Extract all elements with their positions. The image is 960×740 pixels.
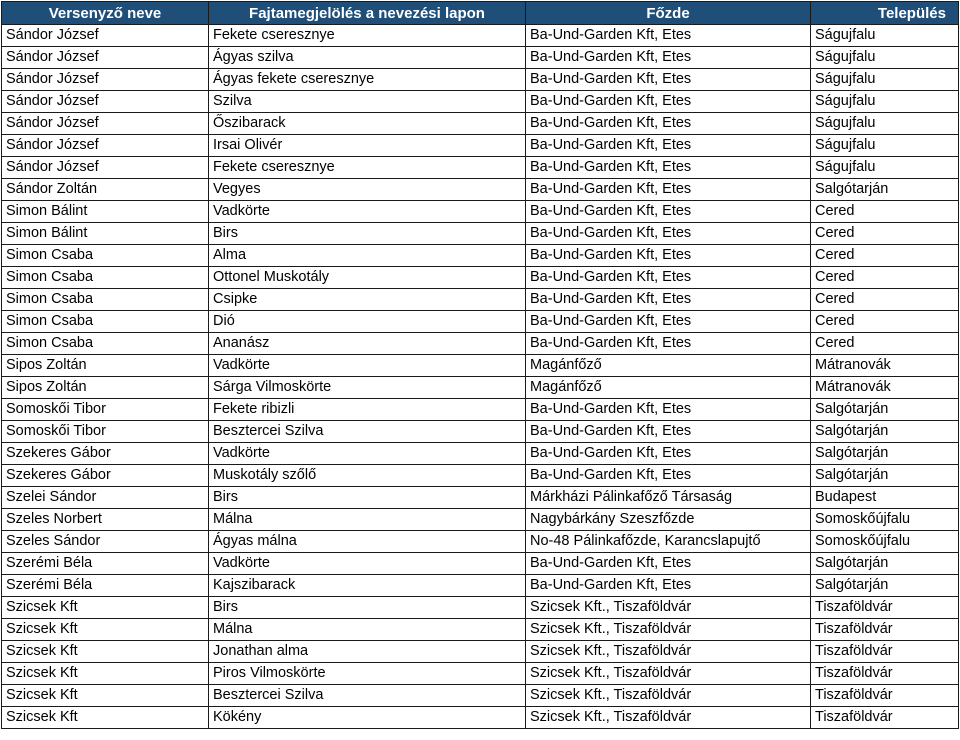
table-row <box>2 421 959 443</box>
cell-settlement: Ságujfalu <box>811 113 959 135</box>
table-row <box>2 685 959 707</box>
cell-variety: Jonathan alma <box>209 641 526 663</box>
cell-distillery: Ba-Und-Garden Kft, Etes <box>526 47 811 69</box>
cell-distillery: Ba-Und-Garden Kft, Etes <box>526 399 811 421</box>
cell-variety: Csipke <box>209 289 526 311</box>
table-row <box>2 663 959 685</box>
cell-settlement: Ságujfalu <box>811 25 959 47</box>
cell-competitor-name: Sipos Zoltán <box>2 377 209 399</box>
cell-variety: Málna <box>209 509 526 531</box>
cell-settlement: Cered <box>811 311 959 333</box>
cell-distillery: Ba-Und-Garden Kft, Etes <box>526 333 811 355</box>
cell-competitor-name: Simon Csaba <box>2 311 209 333</box>
table-row <box>2 201 959 223</box>
cell-variety: Piros Vilmoskörte <box>209 663 526 685</box>
table-row <box>2 487 959 509</box>
cell-competitor-name: Szerémi Béla <box>2 553 209 575</box>
cell-settlement: Somoskőújfalu <box>811 531 959 553</box>
cell-distillery: Ba-Und-Garden Kft, Etes <box>526 443 811 465</box>
header-row <box>2 2 959 25</box>
cell-competitor-name: Szicsek Kft <box>2 619 209 641</box>
cell-distillery: Magánfőző <box>526 377 811 399</box>
cell-settlement: Mátranovák <box>811 355 959 377</box>
cell-competitor-name: Sipos Zoltán <box>2 355 209 377</box>
cell-distillery: Ba-Und-Garden Kft, Etes <box>526 421 811 443</box>
cell-competitor-name: Szicsek Kft <box>2 707 209 729</box>
cell-variety: Fekete cseresznye <box>209 25 526 47</box>
cell-variety: Muskotály szőlő <box>209 465 526 487</box>
cell-competitor-name: Sándor József <box>2 135 209 157</box>
cell-settlement: Ságujfalu <box>811 69 959 91</box>
cell-variety: Besztercei Szilva <box>209 421 526 443</box>
table-row <box>2 179 959 201</box>
cell-competitor-name: Sándor József <box>2 113 209 135</box>
table-header <box>2 2 959 25</box>
table-row <box>2 641 959 663</box>
cell-variety: Ágyas szilva <box>209 47 526 69</box>
table-body <box>2 25 959 729</box>
cell-distillery: No-48 Pálinkafőzde, Karancslapujtő <box>526 531 811 553</box>
cell-variety: Szilva <box>209 91 526 113</box>
cell-distillery: Ba-Und-Garden Kft, Etes <box>526 223 811 245</box>
table-row <box>2 619 959 641</box>
cell-variety: Őszibarack <box>209 113 526 135</box>
table-row <box>2 135 959 157</box>
cell-settlement: Cered <box>811 267 959 289</box>
cell-variety: Dió <box>209 311 526 333</box>
cell-settlement: Ságujfalu <box>811 135 959 157</box>
cell-settlement: Somoskőújfalu <box>811 509 959 531</box>
cell-distillery: Ba-Und-Garden Kft, Etes <box>526 201 811 223</box>
cell-competitor-name: Simon Csaba <box>2 245 209 267</box>
cell-competitor-name: Szelei Sándor <box>2 487 209 509</box>
table-row <box>2 289 959 311</box>
cell-variety: Kajszibarack <box>209 575 526 597</box>
cell-settlement: Cered <box>811 333 959 355</box>
cell-competitor-name: Simon Csaba <box>2 289 209 311</box>
cell-variety: Vegyes <box>209 179 526 201</box>
cell-distillery: Ba-Und-Garden Kft, Etes <box>526 69 811 91</box>
cell-distillery: Márkházi Pálinkafőző Társaság <box>526 487 811 509</box>
header-settlement: Település <box>811 2 959 25</box>
cell-competitor-name: Sándor József <box>2 91 209 113</box>
cell-distillery: Ba-Und-Garden Kft, Etes <box>526 311 811 333</box>
cell-settlement: Tiszaföldvár <box>811 597 959 619</box>
table-row <box>2 531 959 553</box>
cell-competitor-name: Somoskői Tibor <box>2 421 209 443</box>
cell-settlement: Cered <box>811 223 959 245</box>
table-row <box>2 113 959 135</box>
cell-settlement: Salgótarján <box>811 553 959 575</box>
cell-competitor-name: Sándor József <box>2 47 209 69</box>
cell-settlement: Tiszaföldvár <box>811 663 959 685</box>
cell-distillery: Ba-Und-Garden Kft, Etes <box>526 553 811 575</box>
cell-distillery: Szicsek Kft., Tiszaföldvár <box>526 619 811 641</box>
competitors-table <box>1 1 959 729</box>
table-row <box>2 509 959 531</box>
cell-competitor-name: Szicsek Kft <box>2 641 209 663</box>
cell-settlement: Cered <box>811 201 959 223</box>
cell-variety: Sárga Vilmoskörte <box>209 377 526 399</box>
cell-variety: Vadkörte <box>209 355 526 377</box>
table-row <box>2 333 959 355</box>
table-row <box>2 25 959 47</box>
cell-competitor-name: Sándor Zoltán <box>2 179 209 201</box>
cell-distillery: Ba-Und-Garden Kft, Etes <box>526 465 811 487</box>
cell-variety: Vadkörte <box>209 553 526 575</box>
header-distillery: Főzde <box>526 2 811 25</box>
cell-competitor-name: Simon Bálint <box>2 201 209 223</box>
cell-distillery: Ba-Und-Garden Kft, Etes <box>526 245 811 267</box>
cell-settlement: Tiszaföldvár <box>811 641 959 663</box>
cell-distillery: Magánfőző <box>526 355 811 377</box>
cell-variety: Irsai Olivér <box>209 135 526 157</box>
cell-settlement: Budapest <box>811 487 959 509</box>
cell-settlement: Ságujfalu <box>811 157 959 179</box>
cell-settlement: Salgótarján <box>811 399 959 421</box>
cell-settlement: Mátranovák <box>811 377 959 399</box>
table-row <box>2 47 959 69</box>
table-row <box>2 597 959 619</box>
cell-variety: Ágyas málna <box>209 531 526 553</box>
cell-distillery: Ba-Und-Garden Kft, Etes <box>526 25 811 47</box>
cell-settlement: Tiszaföldvár <box>811 707 959 729</box>
table-row <box>2 707 959 729</box>
cell-variety: Vadkörte <box>209 443 526 465</box>
cell-variety: Birs <box>209 223 526 245</box>
cell-settlement: Ságujfalu <box>811 47 959 69</box>
cell-competitor-name: Sándor József <box>2 25 209 47</box>
cell-settlement: Tiszaföldvár <box>811 685 959 707</box>
cell-distillery: Ba-Und-Garden Kft, Etes <box>526 91 811 113</box>
table-row <box>2 355 959 377</box>
cell-distillery: Ba-Und-Garden Kft, Etes <box>526 289 811 311</box>
cell-variety: Ottonel Muskotály <box>209 267 526 289</box>
header-competitor-name: Versenyző neve <box>2 2 209 25</box>
cell-competitor-name: Szicsek Kft <box>2 597 209 619</box>
cell-distillery: Ba-Und-Garden Kft, Etes <box>526 267 811 289</box>
cell-distillery: Ba-Und-Garden Kft, Etes <box>526 113 811 135</box>
cell-distillery: Nagybárkány Szeszfőzde <box>526 509 811 531</box>
cell-settlement: Salgótarján <box>811 575 959 597</box>
cell-competitor-name: Szekeres Gábor <box>2 465 209 487</box>
cell-variety: Birs <box>209 487 526 509</box>
cell-settlement: Salgótarján <box>811 465 959 487</box>
cell-competitor-name: Szerémi Béla <box>2 575 209 597</box>
cell-competitor-name: Szicsek Kft <box>2 663 209 685</box>
header-variety: Fajtamegjelölés a nevezési lapon <box>209 2 526 25</box>
cell-settlement: Cered <box>811 289 959 311</box>
cell-settlement: Salgótarján <box>811 179 959 201</box>
table-row <box>2 223 959 245</box>
cell-variety: Ágyas fekete cseresznye <box>209 69 526 91</box>
cell-distillery: Szicsek Kft., Tiszaföldvár <box>526 597 811 619</box>
cell-variety: Ananász <box>209 333 526 355</box>
table-row <box>2 443 959 465</box>
cell-settlement: Salgótarján <box>811 421 959 443</box>
cell-competitor-name: Somoskői Tibor <box>2 399 209 421</box>
table-row <box>2 91 959 113</box>
cell-distillery: Ba-Und-Garden Kft, Etes <box>526 157 811 179</box>
cell-distillery: Szicsek Kft., Tiszaföldvár <box>526 641 811 663</box>
cell-competitor-name: Szeles Norbert <box>2 509 209 531</box>
cell-distillery: Ba-Und-Garden Kft, Etes <box>526 575 811 597</box>
cell-distillery: Szicsek Kft., Tiszaföldvár <box>526 707 811 729</box>
cell-variety: Málna <box>209 619 526 641</box>
table-row <box>2 553 959 575</box>
cell-variety: Fekete ribizli <box>209 399 526 421</box>
cell-competitor-name: Simon Csaba <box>2 333 209 355</box>
table-row <box>2 575 959 597</box>
table-row <box>2 399 959 421</box>
cell-variety: Besztercei Szilva <box>209 685 526 707</box>
cell-competitor-name: Simon Bálint <box>2 223 209 245</box>
cell-competitor-name: Simon Csaba <box>2 267 209 289</box>
cell-distillery: Szicsek Kft., Tiszaföldvár <box>526 685 811 707</box>
table-row <box>2 69 959 91</box>
cell-variety: Fekete cseresznye <box>209 157 526 179</box>
cell-variety: Alma <box>209 245 526 267</box>
cell-competitor-name: Szicsek Kft <box>2 685 209 707</box>
table-row <box>2 377 959 399</box>
cell-distillery: Ba-Und-Garden Kft, Etes <box>526 135 811 157</box>
table-row <box>2 245 959 267</box>
cell-distillery: Ba-Und-Garden Kft, Etes <box>526 179 811 201</box>
cell-settlement: Ságujfalu <box>811 91 959 113</box>
table-row <box>2 465 959 487</box>
cell-settlement: Tiszaföldvár <box>811 619 959 641</box>
cell-competitor-name: Szekeres Gábor <box>2 443 209 465</box>
cell-settlement: Cered <box>811 245 959 267</box>
table-row <box>2 267 959 289</box>
cell-competitor-name: Sándor József <box>2 69 209 91</box>
cell-variety: Vadkörte <box>209 201 526 223</box>
table-row <box>2 311 959 333</box>
cell-competitor-name: Szeles Sándor <box>2 531 209 553</box>
cell-settlement: Salgótarján <box>811 443 959 465</box>
cell-distillery: Szicsek Kft., Tiszaföldvár <box>526 663 811 685</box>
cell-variety: Kökény <box>209 707 526 729</box>
cell-competitor-name: Sándor József <box>2 157 209 179</box>
cell-variety: Birs <box>209 597 526 619</box>
table-row <box>2 157 959 179</box>
